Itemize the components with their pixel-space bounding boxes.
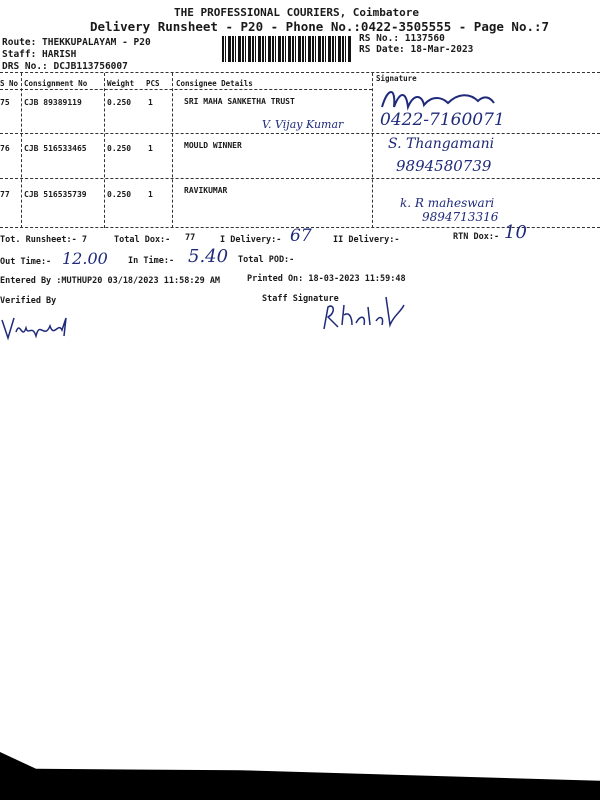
route-label: Route: THEKKUPALAYAM - P20 [2, 37, 151, 48]
i-delivery-label: I Delivery:- [220, 235, 282, 245]
staff-signature-label: Staff Signature [262, 294, 339, 304]
rs-date: RS Date: 18-Mar-2023 [359, 44, 474, 55]
printed-on: Printed On: 18-03-2023 11:59:48 [247, 274, 406, 284]
in-time-label: In Time:- [128, 256, 175, 266]
row-weight: 0.250 [107, 190, 132, 199]
row-consignment: CJB 516533465 [24, 144, 87, 153]
row-consignment: CJB 89389119 [24, 98, 82, 107]
row-receiver-phone: 9894580739 [396, 157, 492, 175]
col-divider-4 [372, 73, 373, 228]
row-consignee: MOULD WINNER [184, 141, 242, 150]
out-time-value: 12.00 [62, 249, 108, 268]
row-sno: 76 [0, 144, 10, 153]
row-consignee: RAVIKUMAR [184, 186, 228, 195]
barcode-image [222, 36, 352, 62]
col-header-pcs: PCS [146, 79, 160, 88]
col-header-weight: Weight [107, 79, 135, 88]
row-weight: 0.250 [107, 144, 132, 153]
row-consignment: CJB 516535739 [24, 190, 87, 199]
row-sno: 75 [0, 98, 10, 107]
staff-signature [320, 285, 415, 335]
col-header-consignee: Consignee Details [176, 79, 253, 88]
out-time-label: Out Time:- [0, 257, 52, 267]
col-header-consignment: Consignment No [24, 79, 88, 88]
row-receiver-name: V. Vijay Kumar [262, 118, 344, 131]
row-pcs: 1 [148, 190, 153, 199]
row-rule-1 [0, 133, 600, 134]
in-time-value: 5.40 [188, 246, 229, 267]
row-pcs: 1 [148, 144, 153, 153]
col-header-signature: Signature [376, 74, 417, 83]
verified-signature [0, 310, 75, 350]
staff-label: Staff: HARISH [2, 49, 77, 60]
total-dox-value: 77 [185, 233, 196, 243]
col-divider-2 [104, 73, 105, 228]
col-header-sno: S No [0, 79, 19, 88]
header-top-rule [0, 72, 600, 73]
row-rule-2 [0, 178, 600, 179]
row-pcs: 1 [148, 98, 153, 107]
row-receiver-name: k. R maheswari [400, 196, 495, 210]
rtn-dox-label: RTN Dox:- [453, 232, 500, 242]
total-pod-label: Total POD:- [238, 255, 295, 265]
scan-shadow [0, 752, 600, 800]
ii-delivery-label: II Delivery:- [333, 235, 400, 245]
row-receiver-phone: 9894713316 [422, 210, 499, 224]
entered-by: Entered By :MUTHUP20 03/18/2023 11:58:29 AM [0, 276, 221, 286]
row-consignee: SRI MAHA SANKETHA TRUST [184, 97, 295, 106]
header-bottom-rule [0, 89, 372, 90]
receiver-signature-scribble [378, 85, 498, 113]
row-receiver-name: S. Thangamani [388, 136, 495, 152]
row-sno: 77 [0, 190, 10, 199]
company-name: THE PROFESSIONAL COURIERS, Coimbatore [174, 6, 420, 19]
verified-by-label: Verified By [0, 296, 57, 306]
row-weight: 0.250 [107, 98, 132, 107]
runsheet-title: Delivery Runsheet - P20 - Phone No.:0422-3505555 - Page No.:7 [90, 19, 550, 34]
rs-number: RS No.: 1137560 [359, 33, 445, 44]
row-receiver-phone: 0422-7160071 [380, 110, 505, 130]
i-delivery-value: 67 [290, 226, 312, 246]
total-dox-label: Total Dox:- [114, 235, 171, 245]
col-divider-3 [172, 73, 173, 228]
col-divider-1 [21, 73, 22, 228]
total-runsheet: Tot. Runsheet:- 7 [0, 235, 87, 245]
drs-number: DRS No.: DCJB113756007 [2, 61, 128, 72]
rtn-dox-value: 10 [504, 222, 527, 243]
